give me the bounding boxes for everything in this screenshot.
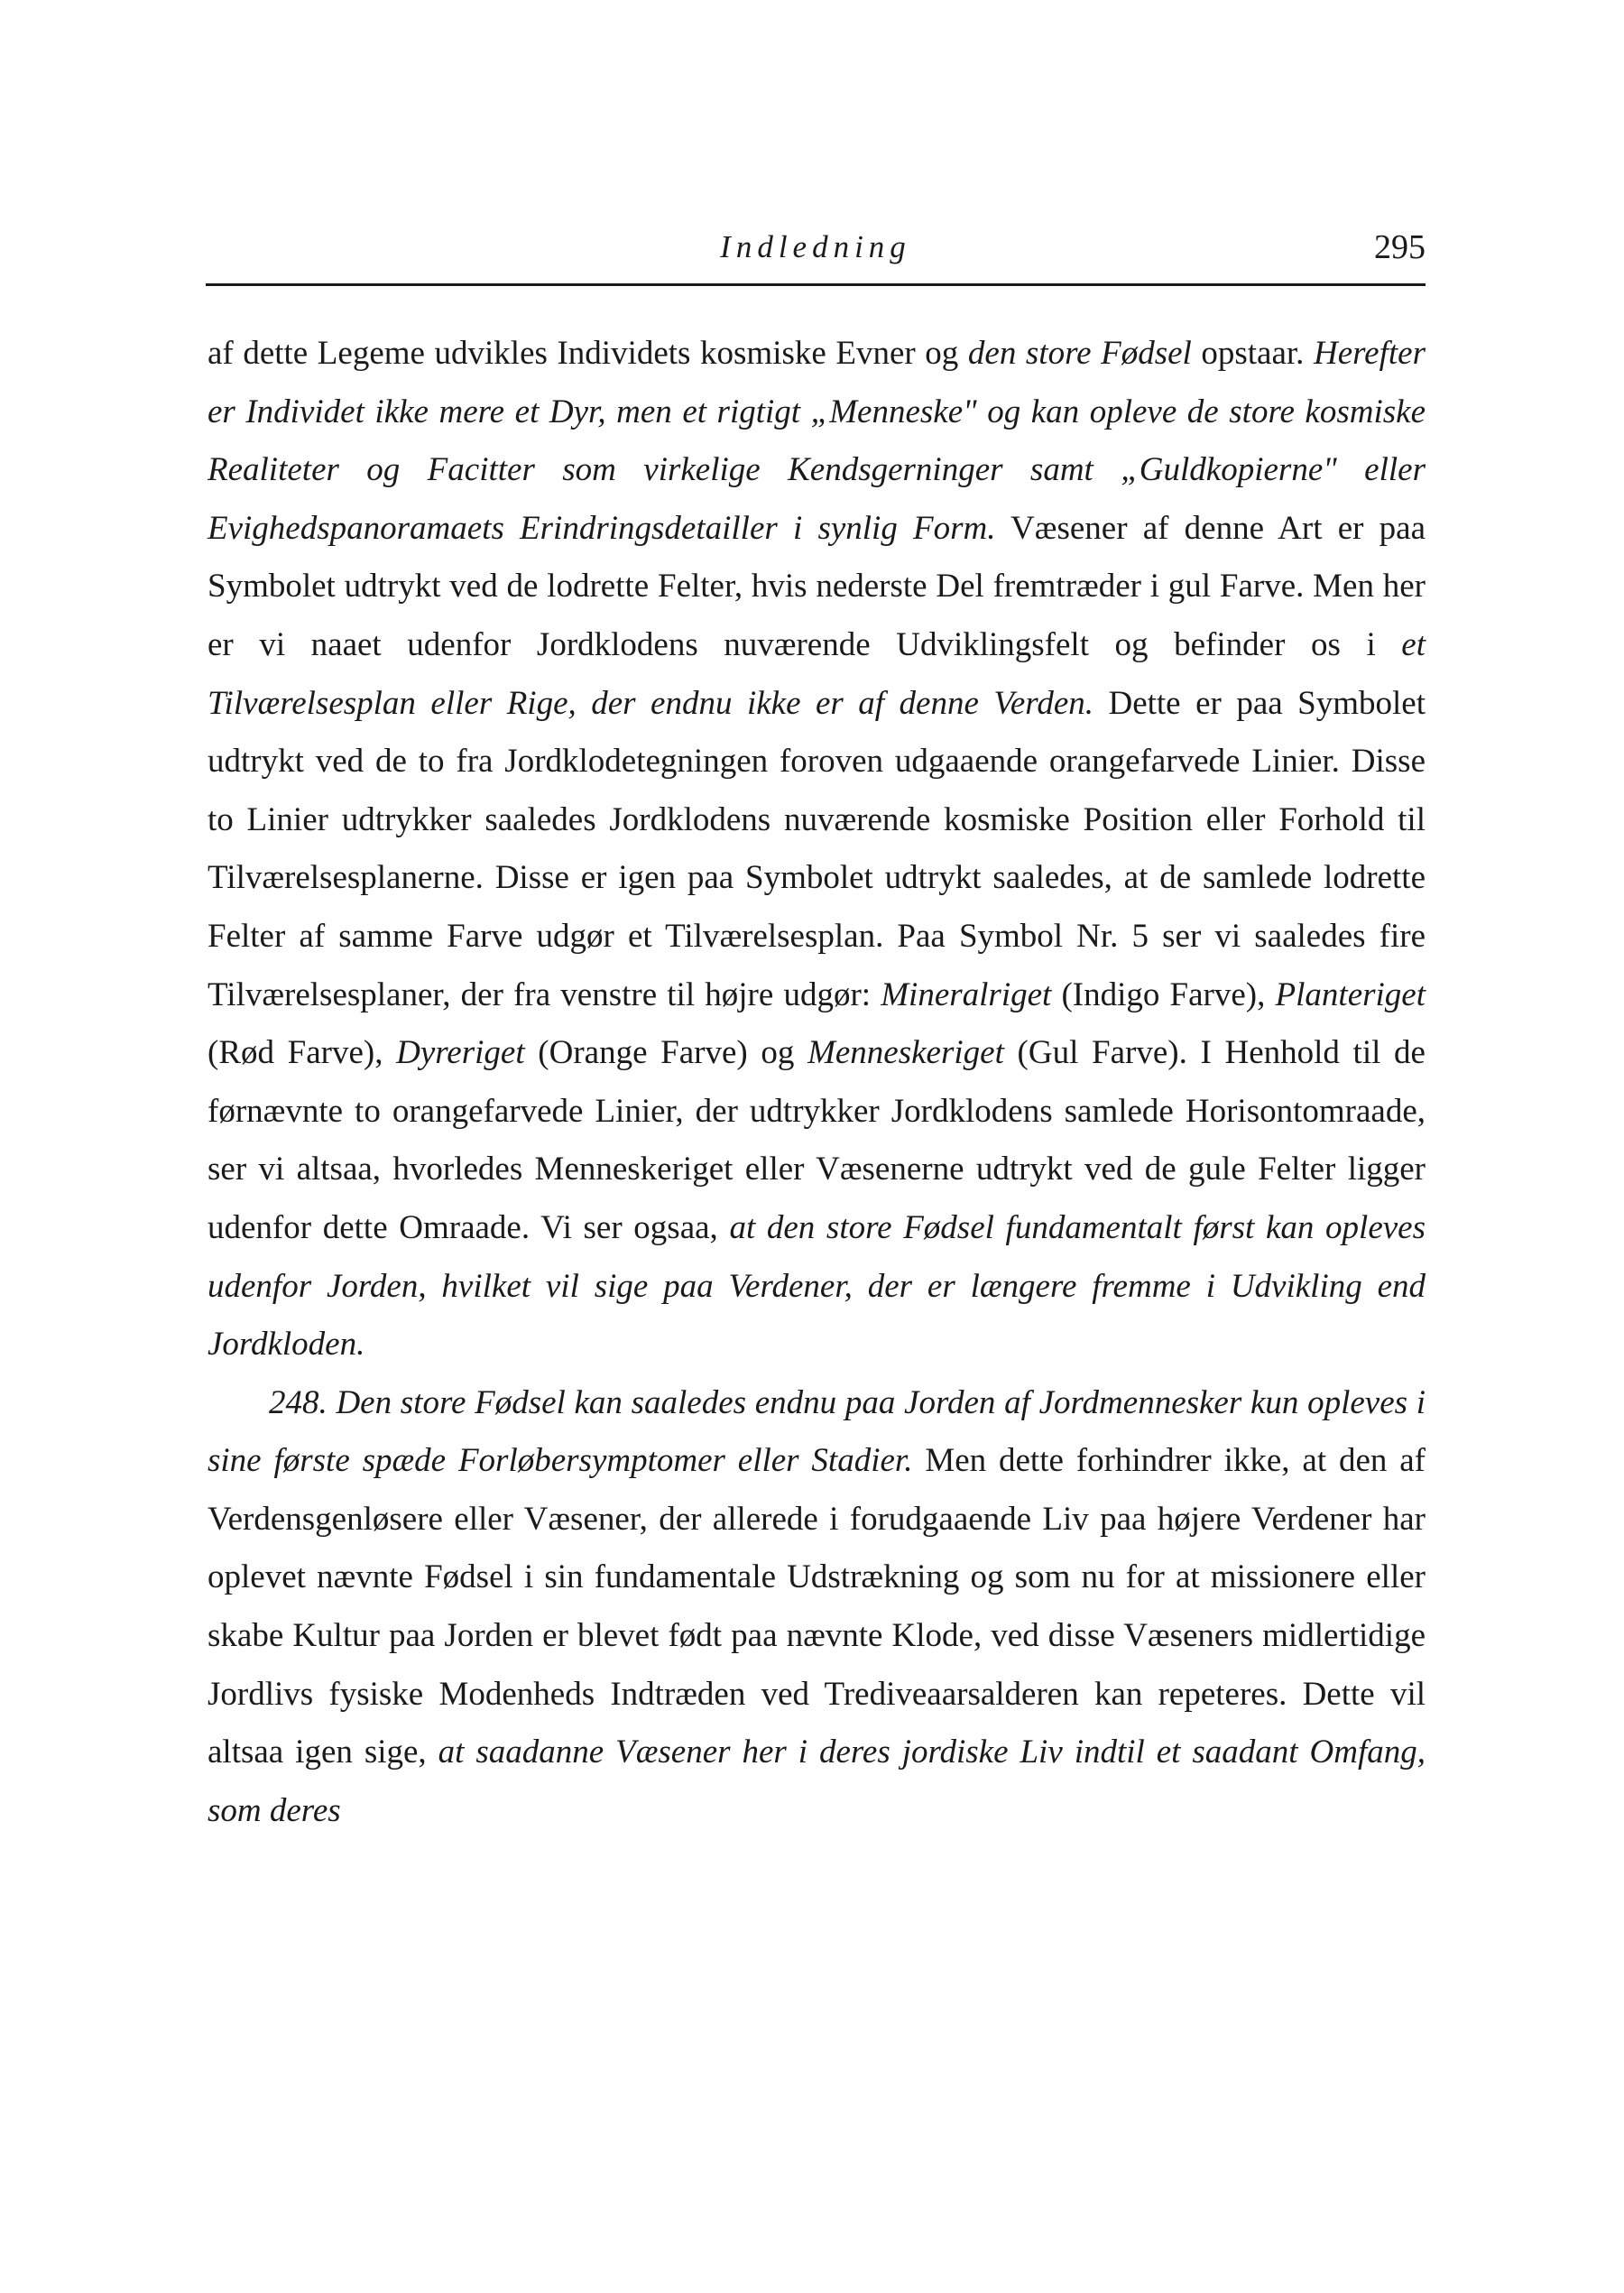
running-title: Indledning (720, 229, 911, 264)
text-span: Dette er paa Symbolet udtrykt ved de to fra Jordklodetegningen foroven udgaaende orangefarvede Linier. Disse to Linier udtrykker saaledes Jordklodens nuværende kosmiske Position eller Forhold til Tilværelsesplanerne. Disse er igen paa Symbolet udtrykt saaledes, at de samlede lodrette Felter af samme Farve udgør et Tilværelsesplan. Paa Symbol Nr. 5 ser vi saaledes fire Tilværelsesplaner, der fra venstre til højre udgør: (208, 684, 1426, 1013)
text-span: (Orange Farve) og (524, 1034, 808, 1072)
italic-text-span: et Tilværelsesplan eller Rige, der endnu ikke er af denne Verden. (208, 625, 1426, 722)
italic-text-span: Mineralriget (881, 975, 1052, 1013)
text-span: Men dette forhindrer ikke, at den af Verdensgenløsere eller Væsener, der allerede i forudgaaende Liv paa højere Verdener har oplevet nævnte Fødsel i sin fundamentale Udstrækning og som nu for at missionere eller skabe Kultur paa Jorden er blevet født paa nævnte Klode, ved disse Væseners midlertidige Jordlivs fysiske Modenheds Indtræden ved Trediveaarsalderen kan repeteres. Dette vil altsaa igen sige, (208, 1442, 1426, 1771)
italic-text-span: Planteriget (1275, 975, 1426, 1013)
italic-text-span: den store Fødsel (967, 335, 1192, 372)
running-head (206, 222, 1426, 276)
text-span: (Gul Farve). I Henhold til de førnævnte to orangefarvede Linier, der udtrykker Jordklodens samlede Horisontomraade, ser vi altsaa, hvorledes Menneskeriget eller Væsenerne udtrykt ved de gule Felter ligger udenfor dette Omraade. Vi ser ogsaa, (208, 1034, 1426, 1246)
italic-text-span: at saadanne Væsener her i deres jordiske Liv indtil et saadant Omfang, som deres (208, 1734, 1426, 1829)
text-span: Væsener af denne Art er paa Symbolet udtrykt ved de lodrette Felter, hvis nederste Del fremtræder i gul Farve. Men her er vi naaet udenfor Jordklodens nuværende Udviklingsfelt og befinder os i (208, 509, 1426, 663)
text-span: af dette Legeme udvikles Individets kosmiske Evner og (208, 335, 968, 372)
body-text (208, 325, 1426, 1840)
italic-text-span: Herefter er Individet ikke mere et Dyr, men et rigtigt „Menneske" og kan opleve de store kosmiske Realiteter og Facitter som virkelige Kendsgerninger samt „Guldkopierne" eller Evighedspanoramaets Erindringsdetailler i synlig Form. (208, 335, 1426, 547)
italic-text-span: 248. Den store Fødsel kan saaledes endnu paa Jorden af Jordmennesker kun opleves i sine første spæde Forløbersymptomer eller Stadier. (208, 1383, 1426, 1480)
italic-text-span: at den store Fødsel fundamentalt først kan opleves udenfor Jorden, hvilket vil sige paa Verdener, der er længere fremme i Udvikling end Jordkloden. (208, 1208, 1426, 1364)
paragraph (208, 325, 1426, 1374)
text-span: opstaar. (1191, 335, 1314, 372)
italic-text-span: Menneskeriget (807, 1034, 1004, 1072)
italic-text-span: Dyreriget (396, 1034, 525, 1072)
text-span: (Rød Farve), (208, 1034, 397, 1072)
page-number: 295 (1374, 228, 1426, 266)
text-span: (Indigo Farve), (1051, 975, 1276, 1013)
header-rule (206, 283, 1426, 286)
paragraph (208, 1374, 1426, 1841)
